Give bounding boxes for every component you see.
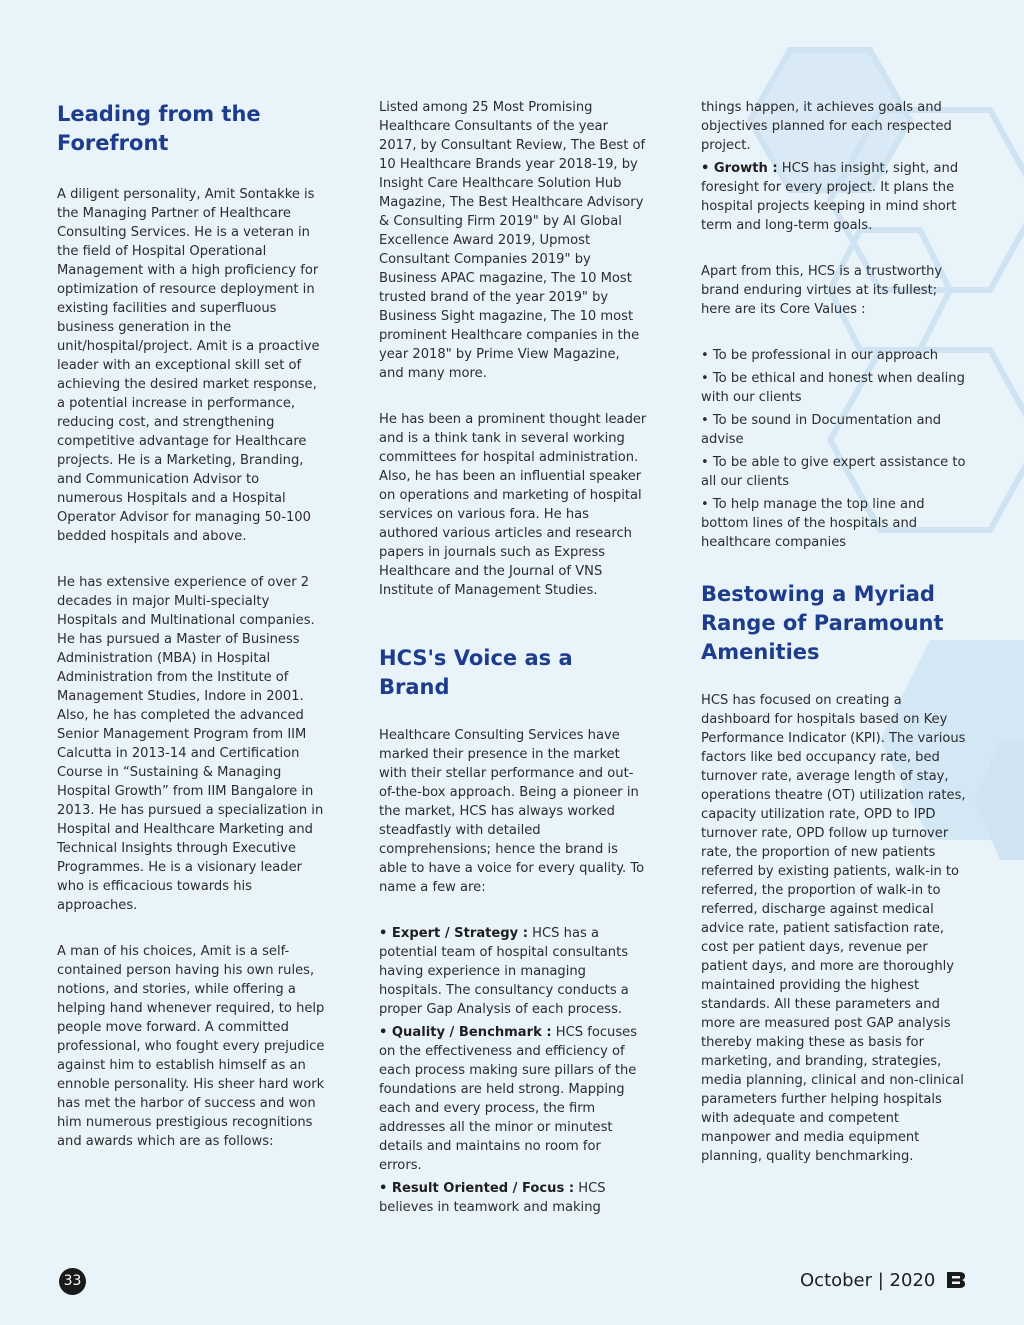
issue-date: October | 2020 <box>800 1270 936 1291</box>
page-number-badge: 33 <box>59 1268 86 1295</box>
paragraph: He has extensive experience of over 2 decades in major Multi-specialty Hospitals and Multinational companies. He has pursued a Master of Business Administration (MBA) in Hospital Administration from the Institute of Management Studies, Indore in 2001. Also, he has completed the advanced Senior Management Program from IIM Calcutta in 2013-14 and Certification Course in “Sustaining & Managing Hospital Growth” from IIM Bangalore in 2013. He has pursued a specialization in Hospital and Healthcare Marketing and Technical Insights through Executive Programmes. He is a visionary leader who is efficacious towards his approaches. <box>57 575 324 913</box>
core-value-item: • To be sound in Documentation and advise <box>701 413 942 447</box>
bullet-text: HCS focuses on the effectiveness and efficiency of each process making sure pillars of the foundations are held strong. Mapping each and every process, the firm addresses all the minor or minutest details and maintains no room for errors. <box>379 1025 638 1173</box>
core-value-item: • To be ethical and honest when dealing with our clients <box>701 371 965 405</box>
column-right <box>701 98 969 1166</box>
paragraph: things happen, it achieves goals and objectives planned for each respected project. <box>701 100 952 153</box>
paragraph: He has been a prominent thought leader and is a think tank in several working committees for hospital administration. Also, he has been an influential speaker on operations and marketing of hospital services on various fora. He has authored various articles and research papers in journals such as Express Healthcare and the Journal of VNS Institute of Management Studies. <box>379 412 647 598</box>
bullet-lead: • Quality / Benchmark : <box>379 1025 552 1040</box>
paragraph: Listed among 25 Most Promising Healthcare Consultants of the year 2017, by Consultant Review, The Best of 10 Healthcare Brands year 2018-19, by Insight Care Healthcare Solution Hub Magazine, The Best Healthcare Advisory & Consulting Firm 2019" by AI Global Excellence Award 2019, Upmost Consultant Companies 2019" by Business APAC magazine, The 10 Most trusted brand of the year 2019" by Business Sight magazine, The 10 most prominent Healthcare companies in the year 2018" by Prime View Magazine, and many more. <box>379 100 646 381</box>
core-value-item: • To be professional in our approach <box>701 348 939 363</box>
column-left <box>57 98 325 1151</box>
core-value-item: • To help manage the top line and bottom lines of the hospitals and healthcare companies <box>701 497 925 550</box>
brand-b-logo-icon <box>946 1271 966 1289</box>
bullet-expert-strategy <box>379 924 647 1019</box>
heading-bestowing-amenities: Bestowing a Myriad Range of Paramount Amenities <box>701 582 944 664</box>
bullet-quality-benchmark <box>379 1023 647 1175</box>
bullet-lead: • Expert / Strategy : <box>379 926 529 941</box>
bullet-text: HCS has a potential team of hospital consultants having experience in managing hospitals. The consultancy conducts a proper Gap Analysis of each process. <box>379 926 629 1017</box>
bullet-lead: • Result Oriented / Focus : <box>379 1181 575 1196</box>
core-value-item: • To be able to give expert assistance to all our clients <box>701 455 966 489</box>
paragraph: HCS has focused on creating a dashboard for hospitals based on Key Performance Indicator (KPI). The various factors like bed occupancy rate, bed turnover rate, average length of stay, operations theatre (OT) utilization rates, capacity utilization rate, OPD to IPD turnover rate, OPD follow up turnover rate, the proportion of new patients referred by existing patients, walk-in to referred, the proportion of walk-in to referred, discharge against medical advice rate, patient satisfaction rate, cost per patient days, revenue per patient days, and more are thoroughly maintained providing the highest standards. All these parameters and more are measured post GAP analysis thereby making these as basis for marketing, and branding, strategies, media planning, clinical and non-clinical parameters further helping hospitals with adequate and competent manpower and media equipment planning, quality benchmarking. <box>701 693 966 1164</box>
bullet-text: HCS believes in teamwork and making <box>379 1181 606 1215</box>
bullet-text: HCS has insight, sight, and foresight for every project. It plans the hospital projects keeping in mind short term and long-term goals. <box>701 161 959 233</box>
heading-hcs-voice-as-brand: HCS's Voice as a Brand <box>379 646 573 699</box>
paragraph: A man of his choices, Amit is a self-contained person having his own rules, notions, and stories, while offering a helping hand whenever required, to help people move forward. A committed professional, who fought every prejudice against him to establish himself as an ennoble personality. His sheer hard work has met the harbor of success and won him numerous prestigious recognitions and awards which are as follows: <box>57 944 325 1149</box>
paragraph: Apart from this, HCS is a trustworthy brand enduring virtues at its fullest; here are its Core Values : <box>701 264 943 317</box>
paragraph: Healthcare Consulting Services have marked their presence in the market with their stellar performance and out-of-the-box approach. Being a pioneer in the market, HCS has always worked steadfastly with detailed comprehensions; hence the brand is able to have a voice for every quality. To name a few are: <box>379 728 645 895</box>
bullet-result-oriented <box>379 1179 647 1217</box>
paragraph: A diligent personality, Amit Sontakke is the Managing Partner of Healthcare Consulting Services. He is a veteran in the field of Hospital Operational Management with a high proficiency for optimization of resource deployment in existing facilities and superfluous business generation in the unit/hospital/project. Amit is a proactive leader with an exceptional skill set of achieving the desired market response, a potential increase in performance, reducing cost, and strengthening competitive advantage for Healthcare projects. He is a Marketing, Branding, and Communication Advisor to numerous Hospitals and a Hospital Operator Advisor for managing 50-100 bedded hospitals and above. <box>57 187 320 544</box>
heading-leading-from-forefront: Leading from the Forefront <box>57 102 261 155</box>
column-middle <box>379 98 647 1217</box>
bullet-growth <box>701 159 969 235</box>
bullet-lead: • Growth : <box>701 161 778 176</box>
